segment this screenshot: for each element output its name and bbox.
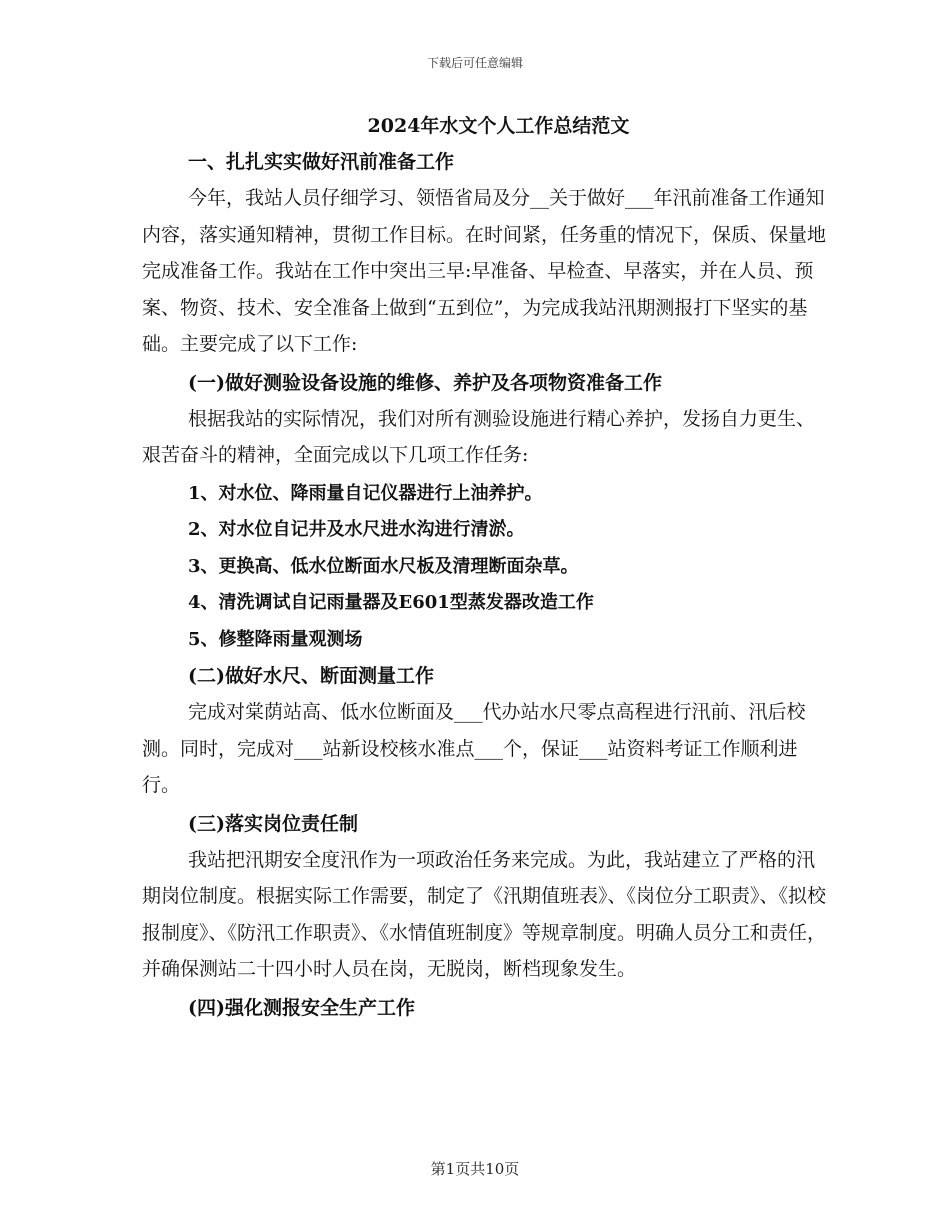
list-item: 1、对水位、降雨量自记仪器进行上油养护。 [188, 482, 543, 504]
subsection-heading-1: (一)做好测验设备设施的维修、养护及各项物资准备工作 [188, 371, 662, 394]
subsection-heading-2: (二)做好水尺、断面测量工作 [188, 665, 434, 687]
document-body [142, 108, 827, 1026]
paragraph-2: 根据我站的实际情况，我们对所有测验设施进行精心养护，发扬自力更生、艰苦奋斗的精神，全面完成以下几项工作任务: [142, 407, 816, 466]
list-item: 5、修整降雨量观测场 [188, 628, 363, 650]
page-footer: 第1页共10页 [430, 1160, 520, 1178]
page-header: 下载后可任意编辑 [426, 56, 523, 70]
paragraph-4: 我站把汛期安全度汛作为一项政治任务来完成。为此，我站建立了严格的汛期岗位制度。根据实际工作需要，制定了《汛期值班表》、《岗位分工职责》、《拟校报制度》、《防汛工作职责》、《水情值班制度》等规章制度。明确人员分工和责任，并确保测站二十四小时人员在岗，无脱岗，断档现象发生。 [142, 848, 827, 980]
paragraph-1: 今年，我站人员仔细学习、领悟省局及分__关于做好___年汛前准备工作通知内容，落实通知精神，贯彻工作目标。在时间紧，任务重的情况下，保质、保量地完成准备工作。我站在工作中突出三早:早准备、早检查、早落实，并在人员、预案、物资、技术、安全准备上做到“五到位”，为完成我站汛期测报打下坚实的基础。主要完成了以下工作: [142, 187, 827, 355]
section-heading-1: 一、扎扎实实做好汛前准备工作 [188, 151, 455, 173]
list-item: 2、对水位自记井及水尺进水沟进行清淤。 [188, 519, 525, 540]
subsection-heading-4: (四)强化测报安全生产工作 [188, 996, 415, 1019]
list-item: 4、清洗调试自记雨量器及E601型蒸发器改造工作 [188, 592, 594, 613]
paragraph-3: 完成对棠荫站高、低水位断面及___代办站水尺零点高程进行汛前、汛后校测。同时，完成对___站新设校核水准点___个，保证___站资料考证工作顺利进行。 [142, 701, 806, 796]
subsection-heading-3: (三)落实岗位责任制 [188, 812, 358, 835]
list-item: 3、更换高、低水位断面水尺板及清理断面杂草。 [188, 555, 579, 577]
document-title: 2024年水文个人工作总结范文 [367, 115, 630, 137]
